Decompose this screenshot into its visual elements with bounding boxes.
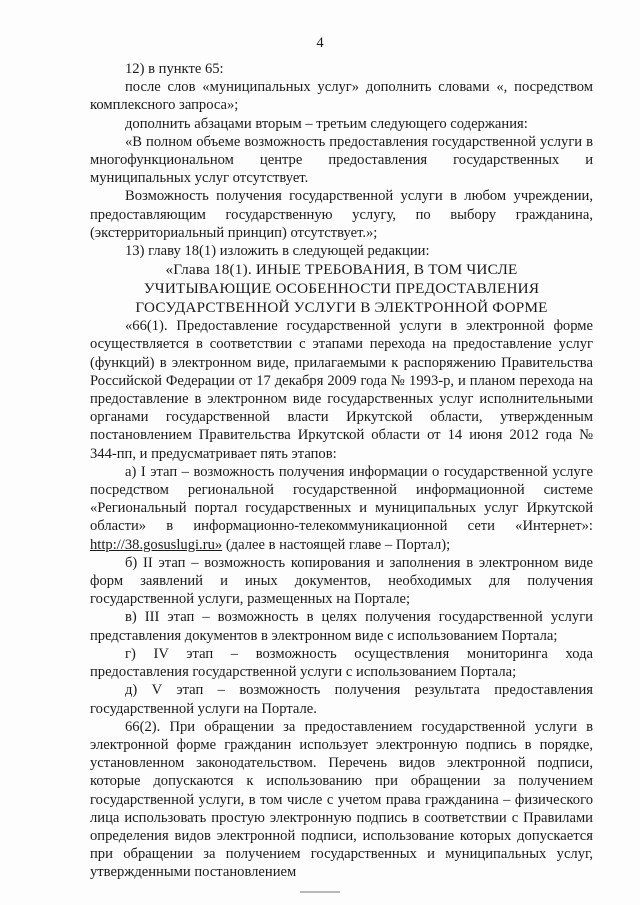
portal-link[interactable]: http://38.gosuslugi.ru» (90, 536, 223, 553)
stage-a-tail: (далее в настоящей главе – Портал); (222, 536, 451, 553)
scan-mark (300, 891, 340, 893)
chapter-heading-line-3: ГОСУДАРСТВЕННОЙ УСЛУГИ В ЭЛЕКТРОННОЙ ФОРМЕ (135, 299, 548, 317)
stage-d: д) V этап – возможность получения результата предоставления государственной услуги на Портале. (90, 682, 593, 717)
stage-g: г) IV этап – возможность осуществления мониторинга хода предоставления государственной услуги с использованием Портала; (90, 645, 593, 681)
item-12: 12) в пункте 65: (125, 61, 224, 77)
paragraph-66-1: «66(1). Предоставление государственной услуги в электронной форме осуществляется в соответствии с этапами перехода на предоставление услуг (функций) в электронном виде, прилагаемыми к распоряжению Правительства Российской Федерации от 17 декабря 2009 года № 1993-р, и планом перехода на предоставление в электронном виде государственных услуг исполнительными органами государственной власти Иркутской области, утвержденным постановлением Правительства Иркутской области от 14 июня 2012 года № 344-пп, и предусматривает пять этапов: (90, 318, 593, 462)
paragraph: после слов «муниципальных услуг» дополнить словами «, посредством комплексного запроса»; (90, 79, 593, 114)
document-body (90, 60, 593, 882)
stage-a-text: а) I этап – возможность получения информации о государственной услуге посредством региональной государственной информационной системе «Региональный портал государственных и муниципальных услуг Иркутской области» в информационно-телекоммуникационной сети «Интернет»: (90, 463, 593, 535)
chapter-heading-line-1: «Глава 18(1). ИНЫЕ ТРЕБОВАНИЯ, В ТОМ ЧИСЛЕ (165, 261, 518, 279)
paragraph: Возможность получения государственной услуги в любом учреждении, предоставляющим государственную услугу, по выбору гражданина, (экстерриториальный принцип) отсутствует.»; (90, 188, 593, 241)
stage-b: б) II этап – возможность копирования и заполнения в электронном виде форм заявлений и иных документов, необходимых для получения государственной услуги, размещенных на Портале; (90, 554, 593, 608)
paragraph: дополнить абзацами вторым – третьим следующего содержания: (125, 115, 528, 132)
stage-v: в) III этап – возможность в целях получения государственной услуги представления документов в электронном виде с использованием Портала; (90, 609, 593, 644)
stage-a (90, 463, 593, 554)
chapter-heading-line-2: УЧИТЫВАЮЩИЕ ОСОБЕННОСТИ ПРЕДОСТАВЛЕНИЯ (143, 280, 540, 298)
paragraph: «В полном объеме возможность предоставления государственной услуги в многофункциональном центре предоставления государственных и муниципальных услуг отсутствует. (90, 133, 593, 187)
page-number: 4 (316, 35, 324, 51)
paragraph-66-2: 66(2). При обращении за предоставлением государственной услуги в электронной форме гражданин использует электронную подпись в порядке, установленном законодательством. Перечень видов электронной подписи, которые допускаются к использованию при обращении за получением государственной услуги, в том числе с учетом права гражданина – физического лица использовать простую электронную подпись в соответствии с Правилами определения видов электронной подписи, использование которых допускается при обращении за получением государственных и муниципальных услуг, утвержденными постановлением (90, 718, 593, 881)
item-13: 13) главу 18(1) изложить в следующей редакции: (125, 243, 430, 260)
